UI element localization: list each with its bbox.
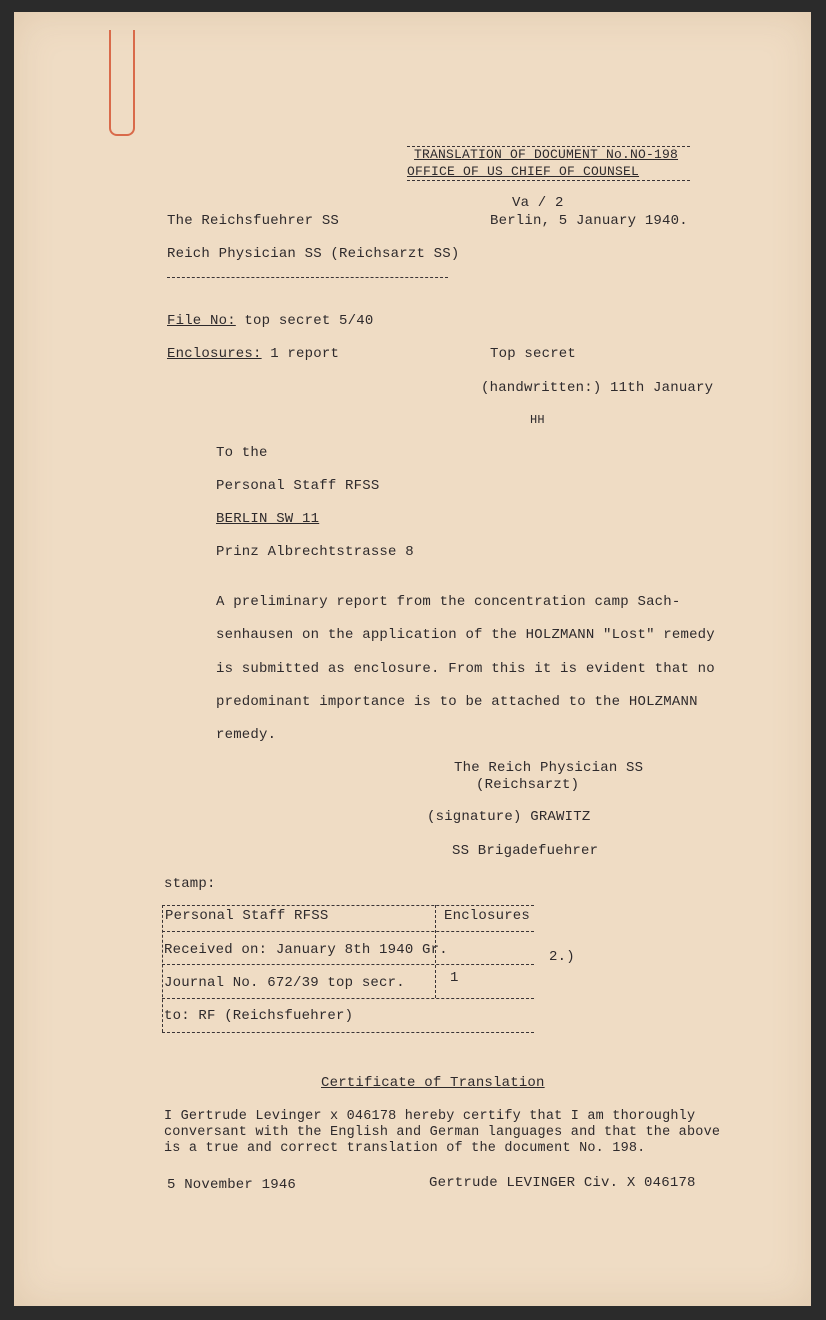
office-header: OFFICE OF US CHIEF OF COUNSEL <box>407 164 640 179</box>
stamp-row-3-mark: 1 <box>450 970 459 986</box>
file-number <box>167 313 373 329</box>
body-line-4: predominant importance is to be attached to the HOLZMANN <box>216 694 698 710</box>
stamp-row-3: Journal No. 672/39 top secr. <box>164 975 405 991</box>
certificate-line-1: I Gertrude Levinger x 046178 hereby certify that I am thoroughly <box>164 1109 696 1124</box>
signature-rank: SS Brigadefuehrer <box>452 843 599 859</box>
enclosures-label: Enclosures: <box>167 346 262 362</box>
certificate-line-3: is a true and correct translation of the document No. 198. <box>164 1141 646 1156</box>
stamp-rule-1 <box>162 905 534 906</box>
signature-name: (signature) GRAWITZ <box>427 809 591 825</box>
body-line-2: senhausen on the application of the HOLZMANN "Lost" remedy <box>216 627 715 643</box>
certificate-heading: Certificate of Translation <box>321 1075 545 1091</box>
stamp-enclosures: Enclosures <box>444 908 531 924</box>
initials: HH <box>530 413 545 427</box>
signature-title-2: (Reichsarzt) <box>476 777 580 793</box>
stamp-rule-2 <box>162 931 534 932</box>
enclosures-value: 1 report <box>270 346 340 362</box>
enclosures <box>167 346 339 362</box>
document-page <box>14 12 811 1306</box>
place-date: Berlin, 5 January 1940. <box>490 213 688 229</box>
paper-clip-mark <box>109 30 135 136</box>
stamp-rule-5 <box>162 1032 534 1033</box>
address-recipient: Personal Staff RFSS <box>216 478 380 494</box>
stamp-rule-3 <box>162 964 534 965</box>
header-rule-bottom <box>407 180 690 181</box>
stamp-row-2: Received on: January 8th 1940 Gr. <box>164 942 448 958</box>
stamp-rule-4 <box>162 998 534 999</box>
address-city: BERLIN SW 11 <box>216 511 320 527</box>
body-line-3: is submitted as enclosure. From this it is evident that no <box>216 661 715 677</box>
certificate-signer: Gertrude LEVINGER Civ. X 046178 <box>429 1175 696 1191</box>
address-street: Prinz Albrechtstrasse 8 <box>216 544 414 560</box>
translation-header: TRANSLATION OF DOCUMENT No.NO-198 <box>414 147 679 162</box>
handwritten-note: (handwritten:) 11th January <box>481 380 714 396</box>
stamp-label: stamp: <box>164 876 216 892</box>
sender-rule <box>167 277 448 278</box>
sender-line-1: The Reichsfuehrer SS <box>167 213 340 229</box>
file-number-value: top secret 5/40 <box>244 313 374 329</box>
certificate-line-2: conversant with the English and German languages and that the above <box>164 1125 721 1140</box>
signature-title-1: The Reich Physician SS <box>454 760 644 776</box>
stamp-left-edge <box>162 905 163 1032</box>
stamp-divider <box>435 905 436 998</box>
stamp-row-1: Personal Staff RFSS <box>165 908 329 924</box>
body-line-5: remedy. <box>216 727 277 743</box>
stamp-side-note: 2.) <box>549 949 575 965</box>
certificate-date: 5 November 1946 <box>167 1177 297 1193</box>
reference-code: Va / 2 <box>512 195 564 211</box>
address-to: To the <box>216 445 268 461</box>
stamp-row-4: to: RF (Reichsfuehrer) <box>164 1008 354 1024</box>
sender-line-2: Reich Physician SS (Reichsarzt SS) <box>167 246 460 262</box>
body-line-1: A preliminary report from the concentration camp Sach- <box>216 594 681 610</box>
top-secret-mark: Top secret <box>490 346 577 362</box>
file-number-label: File No: <box>167 313 236 329</box>
